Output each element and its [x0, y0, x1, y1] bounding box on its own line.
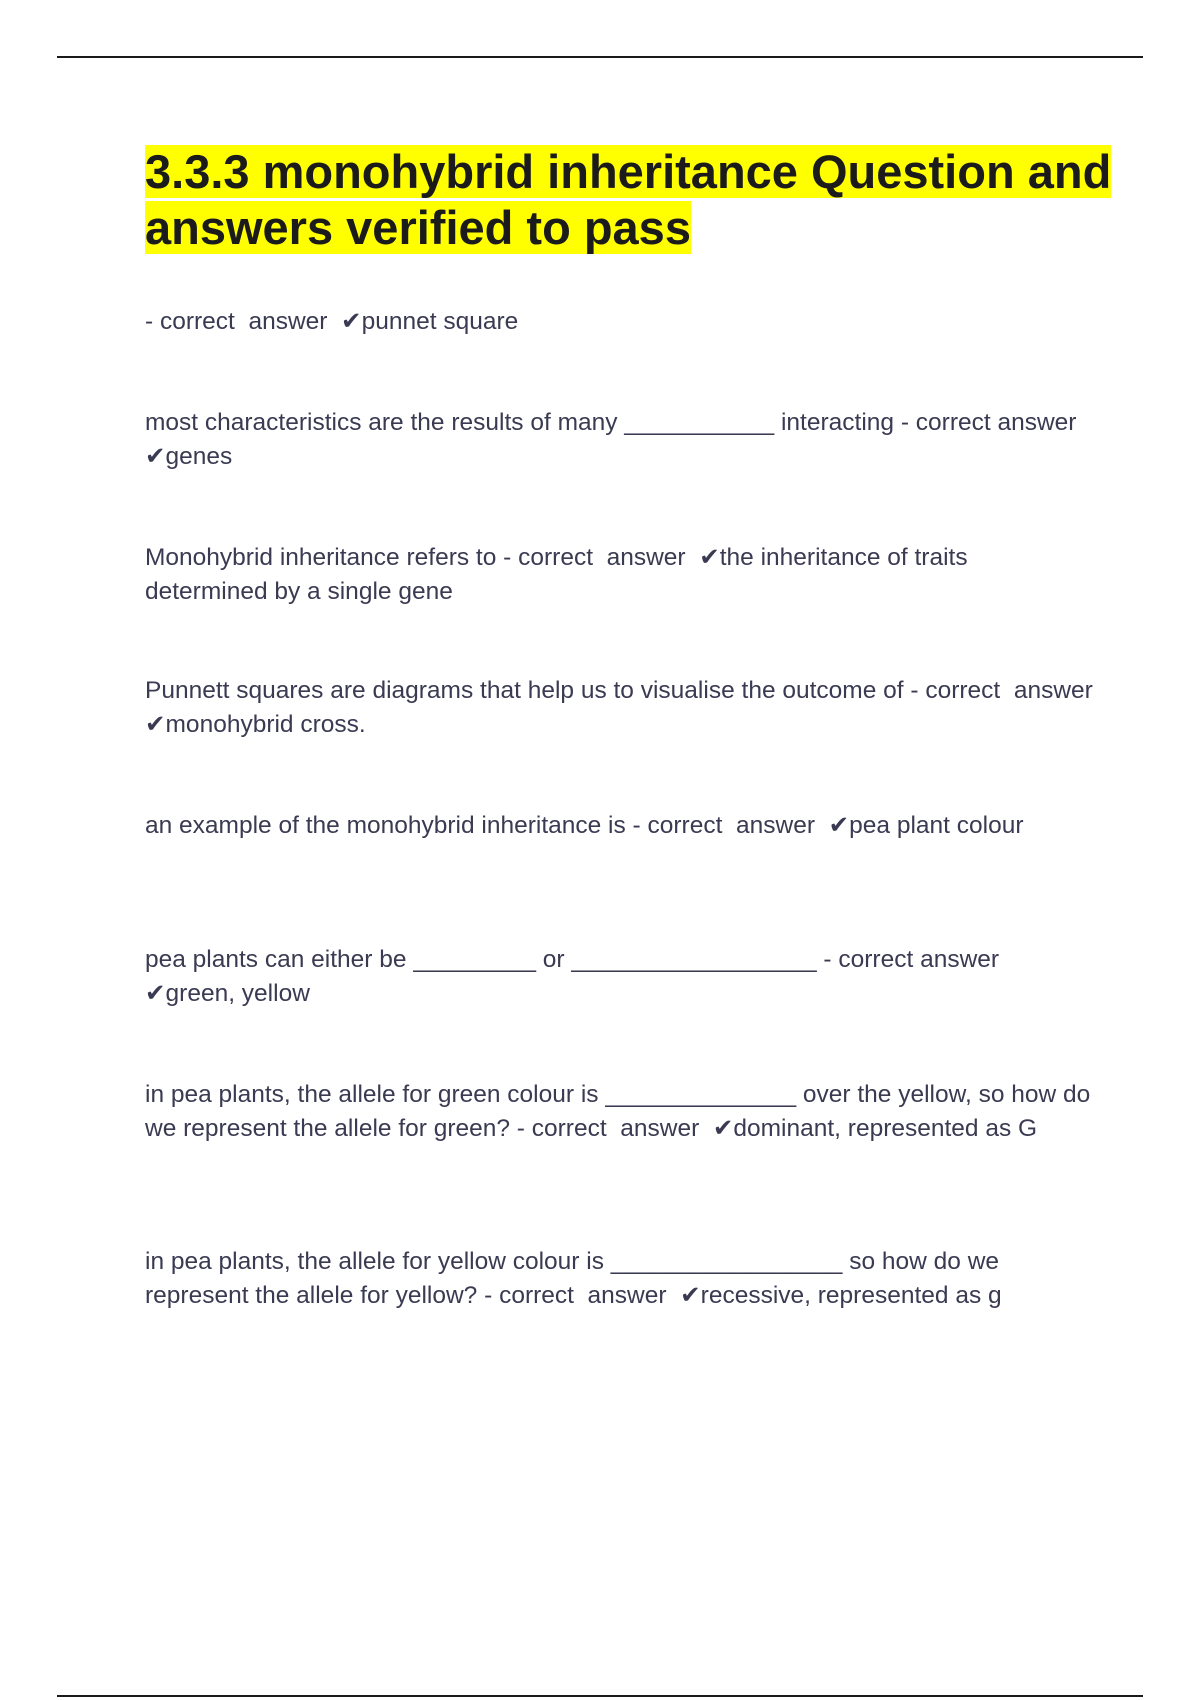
qa-item-2: most characteristics are the results of many ___________ interacting - correct answer ✔genes	[145, 409, 1091, 470]
qa-item-7: in pea plants, the allele for green colour is ______________ over the yellow, so how do we represent the allele for green? - correct answer ✔dominant, represented as G	[145, 1081, 1098, 1142]
qa-item-8: in pea plants, the allele for yellow colour is _________________ so how do we represent the allele for yellow? - correct answer ✔recessive, represented as g	[145, 1248, 1006, 1309]
footer-rule	[57, 1695, 1143, 1697]
qa-item-6: pea plants can either be _________ or __________________ - correct answer ✔green, yellow	[145, 946, 1013, 1007]
qa-item-1: - correct answer ✔punnet square	[145, 308, 519, 335]
qa-item-5: an example of the monohybrid inheritance is - correct answer ✔pea plant colour	[145, 812, 1024, 839]
qa-item-4: Punnett squares are diagrams that help us to visualise the outcome of - correct answer ✔monohybrid cross.	[145, 677, 1107, 738]
header-rule	[57, 56, 1143, 58]
page-title-text: 3.3.3 monohybrid inheritance Question and answers verified to pass	[145, 145, 1112, 254]
qa-item-3: Monohybrid inheritance refers to - correct answer ✔the inheritance of traits determined by a single gene	[145, 544, 975, 605]
page-title	[145, 144, 1125, 256]
